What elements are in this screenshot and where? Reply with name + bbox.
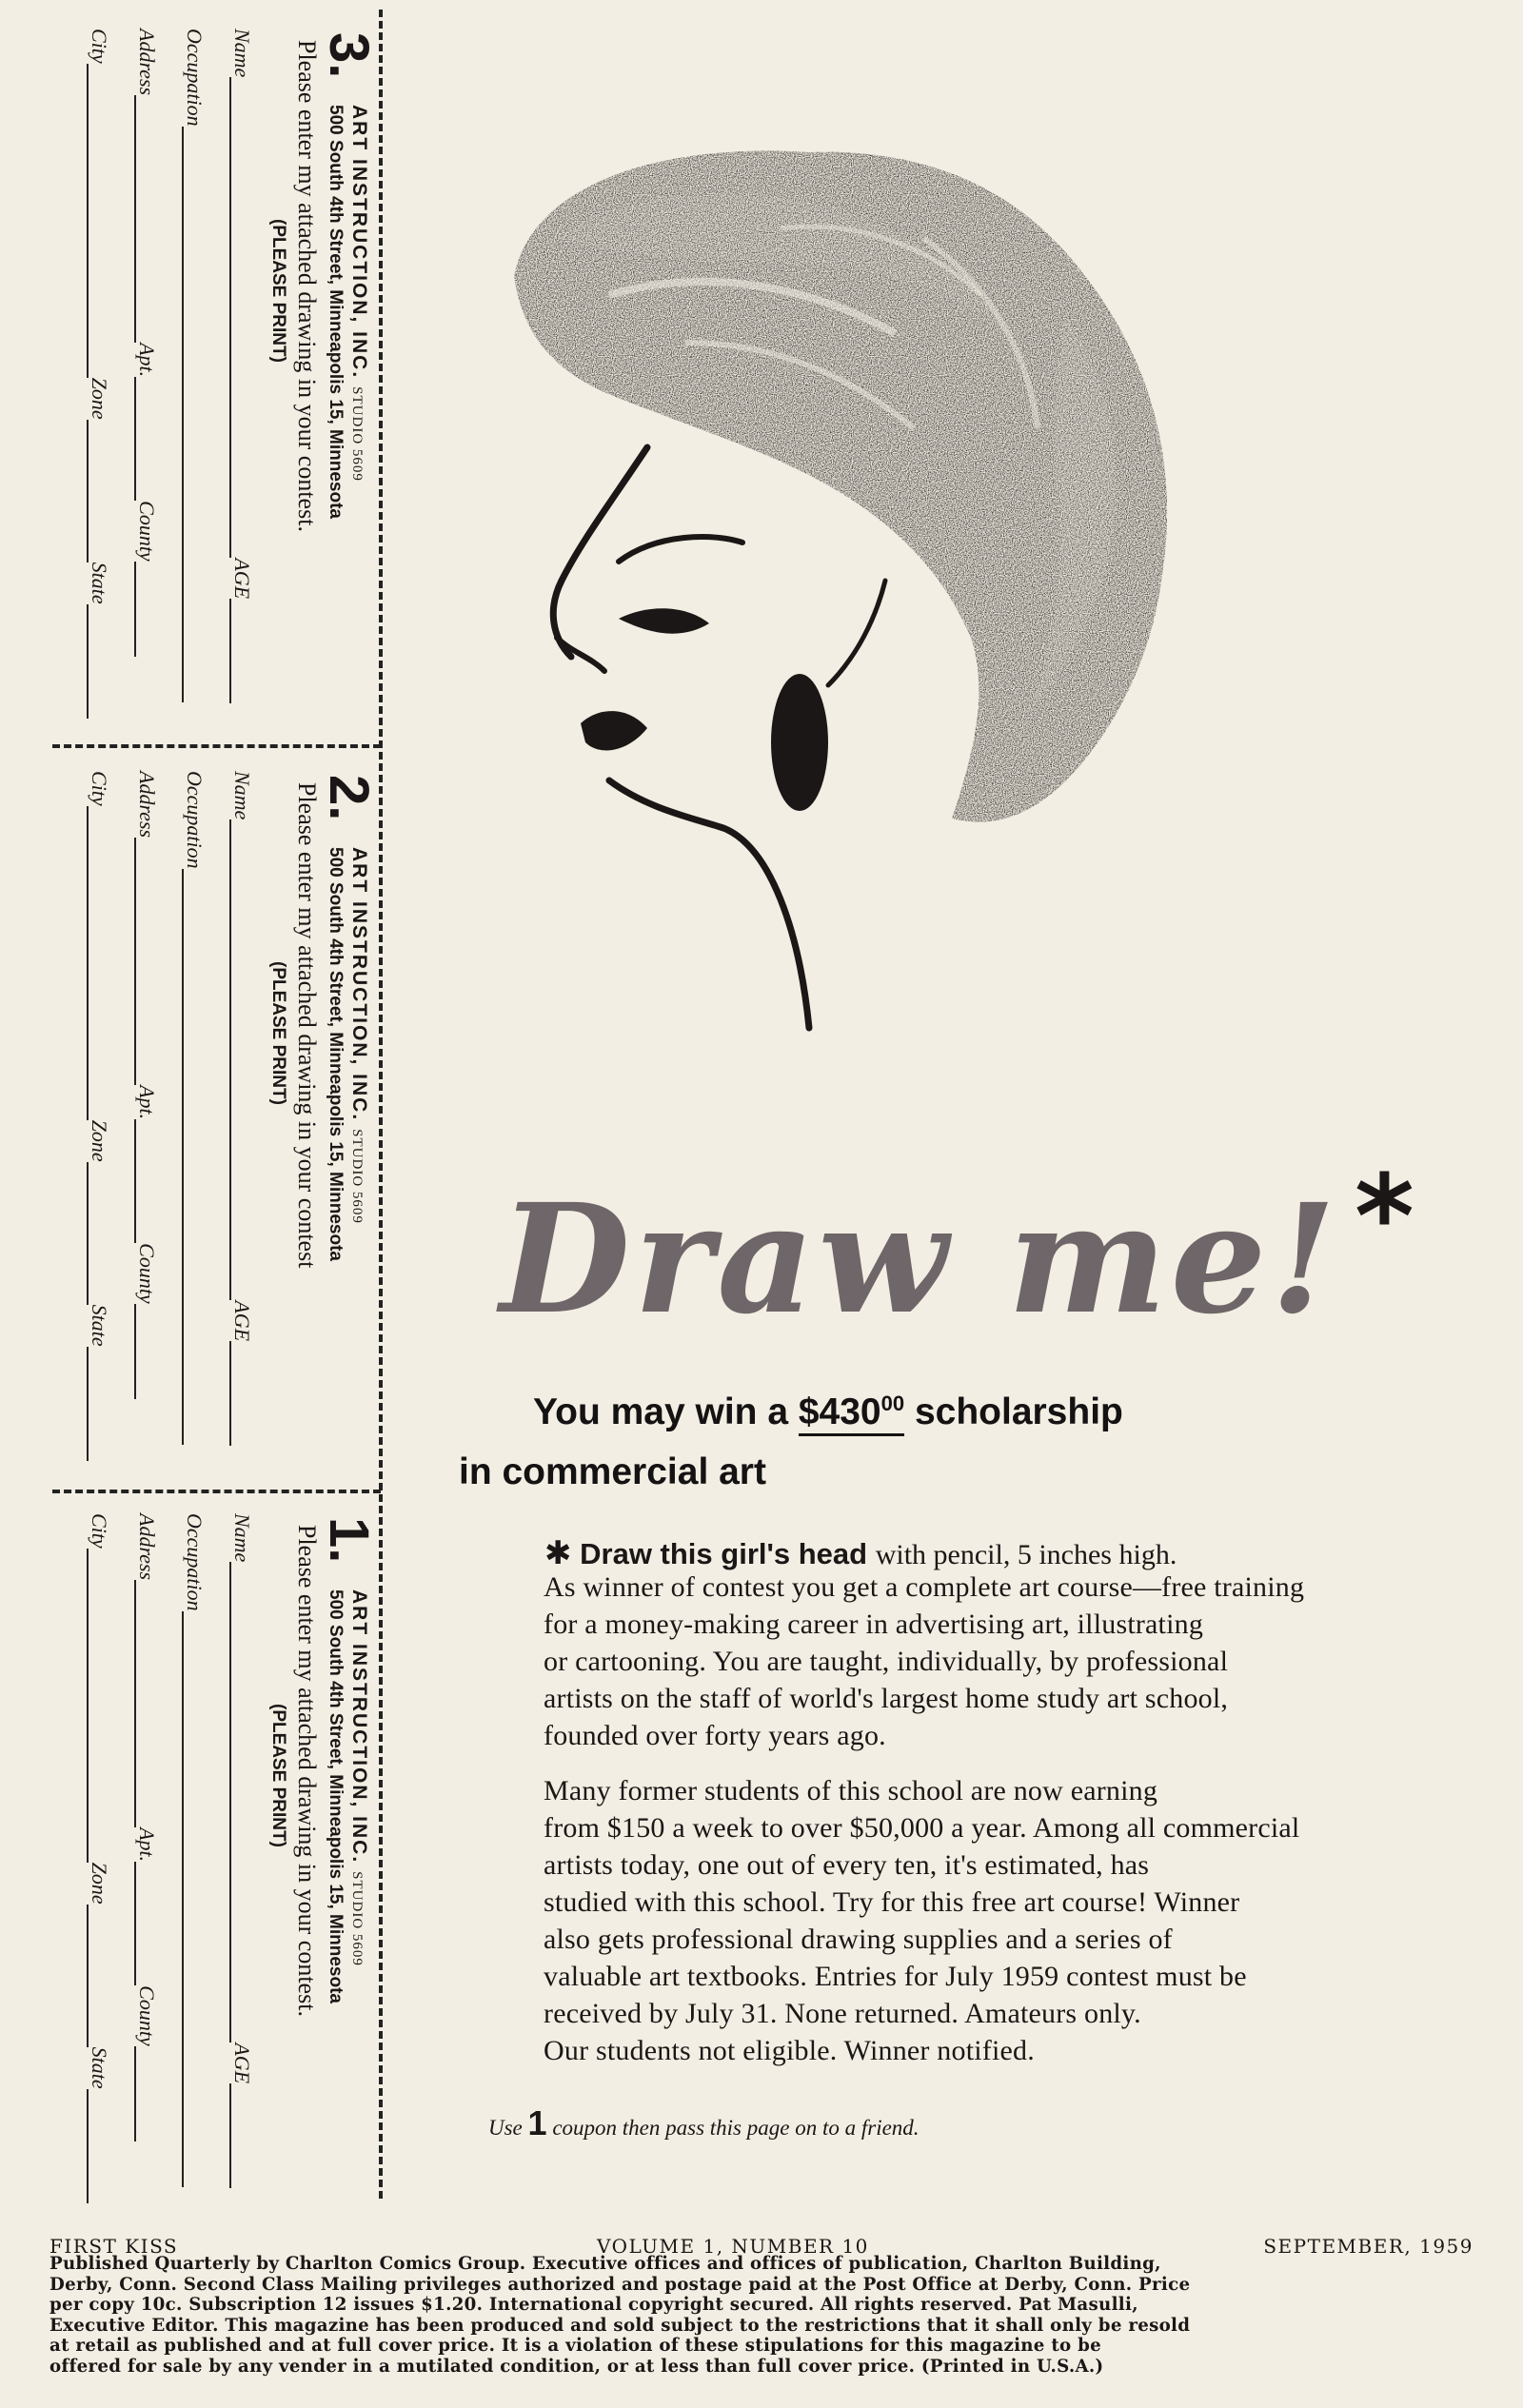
- lead-rest: with pencil, 5 inches high.: [875, 1539, 1177, 1570]
- apt-field[interactable]: [134, 1862, 153, 1985]
- occupation-field-row[interactable]: [182, 29, 207, 702]
- city-field[interactable]: [87, 1549, 106, 1863]
- company-name: ART INSTRUCTION, INC.: [348, 1589, 370, 1865]
- address-field-row[interactable]: [134, 1513, 159, 2142]
- lead-sentence: [544, 1534, 1177, 1572]
- state-field[interactable]: [87, 604, 106, 719]
- occupation-label: Occupation: [183, 771, 207, 869]
- state-label: State: [88, 1304, 111, 1347]
- zone-label: Zone: [88, 1119, 111, 1162]
- zone-field[interactable]: [87, 420, 106, 563]
- subhead-suffix: scholarship: [914, 1392, 1123, 1432]
- city-label: City: [88, 1513, 111, 1549]
- coupon-number: 3.: [318, 32, 380, 79]
- occupation-field[interactable]: [182, 869, 201, 1445]
- entry-instruction: Please enter my attached drawing in your contest.: [293, 1525, 321, 2017]
- state-field[interactable]: [87, 2089, 106, 2203]
- coupon-content: [52, 1513, 380, 2218]
- coupon-1[interactable]: [52, 1513, 380, 2218]
- city-label: City: [88, 29, 111, 64]
- body-text-line: artists today, one out of every ten, it's estimated, has: [544, 1849, 1150, 1881]
- coupon-number: 2.: [318, 775, 380, 821]
- address-field[interactable]: [134, 1580, 153, 1827]
- occupation-field[interactable]: [182, 127, 201, 702]
- footer-text-line: at retail as published and at full cover price. It is a violation of these stipulations for this magazine to be: [49, 2336, 1101, 2356]
- volume-number: VOLUME 1, NUMBER 10: [597, 2235, 869, 2258]
- body-text-line: Many former students of this school are now earning: [544, 1775, 1158, 1806]
- address-field-row[interactable]: [134, 29, 159, 657]
- coupon-number: 1.: [318, 1517, 380, 1564]
- state-label: State: [88, 562, 111, 604]
- coupon-company-line: [347, 1589, 370, 1966]
- apt-field[interactable]: [134, 377, 153, 501]
- footer-text-line: offered for sale by any vender in a mutilated condition, or at less than full cover price. (Printed in U.S.A.): [49, 2356, 1104, 2377]
- age-field[interactable]: [229, 599, 248, 703]
- address-label: Address: [135, 29, 159, 96]
- girl-head-illustration: [495, 124, 1447, 1171]
- coupon-content: [52, 771, 380, 1475]
- name-field[interactable]: [229, 819, 248, 1300]
- name-field-row[interactable]: [229, 29, 254, 703]
- address-label: Address: [135, 1513, 159, 1581]
- footer-text-line: per copy 10c. Subscription 12 issues $1.20. International copyright secured. All rights reserved. Pat Masulli,: [49, 2295, 1138, 2315]
- address-label: Address: [135, 771, 159, 839]
- state-field[interactable]: [87, 1347, 106, 1461]
- cut-line-horizontal: [52, 1490, 381, 1493]
- body-text-line: As winner of contest you get a complete art course—free training: [544, 1571, 1305, 1603]
- entry-instruction: Please enter my attached drawing in your contest.: [293, 40, 321, 532]
- company-name: ART INSTRUCTION, INC.: [348, 105, 370, 380]
- occupation-label: Occupation: [183, 29, 207, 127]
- lead-bold: Draw this girl's head: [580, 1537, 868, 1570]
- studio-number: STUDIO 5609: [349, 1871, 365, 1966]
- print-note: (PLEASE PRINT): [268, 1704, 288, 1847]
- print-note: (PLEASE PRINT): [268, 219, 288, 363]
- name-field[interactable]: [229, 77, 248, 558]
- coupon-header: [318, 775, 380, 821]
- cut-line-vertical: [379, 10, 383, 2199]
- subhead-prefix: You may win a: [533, 1392, 789, 1432]
- age-label: AGE: [230, 2043, 254, 2084]
- coupon-header: [318, 32, 380, 79]
- apt-label: Apt.: [135, 1827, 159, 1863]
- footer-text-line: Executive Editor. This magazine has been produced and sold subject to the restrictions that it shall only be resold: [49, 2315, 1191, 2336]
- body-text-line: founded over forty years ago.: [544, 1720, 886, 1751]
- zone-field[interactable]: [87, 1162, 106, 1305]
- magazine-title: FIRST KISS: [49, 2235, 179, 2258]
- headline: Draw me!: [500, 1172, 1340, 1348]
- county-field[interactable]: [134, 1304, 153, 1399]
- apt-label: Apt.: [135, 1085, 159, 1120]
- city-field[interactable]: [87, 64, 106, 378]
- county-field[interactable]: [134, 562, 153, 657]
- county-label: County: [135, 501, 159, 562]
- body-text-line: valuable art textbooks. Entries for July 1959 contest must be: [544, 1961, 1247, 1992]
- name-field-row[interactable]: [229, 771, 254, 1446]
- prize-amount: [799, 1392, 904, 1436]
- city-field-row[interactable]: [87, 1513, 111, 2203]
- use-coupon-note: [488, 2103, 920, 2143]
- body-text-line: studied with this school. Try for this free art course! Winner: [544, 1886, 1240, 1918]
- body-text-line: artists on the staff of world's largest home study art school,: [544, 1683, 1229, 1714]
- zone-field[interactable]: [87, 1905, 106, 2047]
- studio-number: STUDIO 5609: [349, 386, 365, 482]
- city-label: City: [88, 771, 111, 806]
- city-field-row[interactable]: [87, 771, 111, 1461]
- coupon-3[interactable]: [52, 29, 380, 733]
- name-label: Name: [230, 29, 254, 78]
- issue-date: SEPTEMBER, 1959: [1263, 2235, 1474, 2258]
- entry-instruction: Please enter my attached drawing in your contest: [293, 782, 321, 1269]
- apt-field[interactable]: [134, 1119, 153, 1243]
- address-field[interactable]: [134, 95, 153, 343]
- body-text-line: Our students not eligible. Winner notified.: [544, 2035, 1035, 2066]
- name-field-row[interactable]: [229, 1513, 254, 2188]
- city-field-row[interactable]: [87, 29, 111, 719]
- company-name: ART INSTRUCTION, INC.: [348, 847, 370, 1122]
- address-field[interactable]: [134, 838, 153, 1085]
- coupon-content: [52, 29, 380, 733]
- age-label: AGE: [230, 558, 254, 600]
- county-field[interactable]: [134, 2046, 153, 2142]
- headline-asterisk-icon: *: [1355, 1152, 1414, 1284]
- footer-masthead: [49, 2235, 1474, 2256]
- coupon-company-line: [347, 105, 370, 482]
- occupation-field[interactable]: [182, 1611, 201, 2187]
- occupation-field-row[interactable]: [182, 1513, 207, 2187]
- use-coupon-suffix: coupon then pass this page on to a friend.: [552, 2116, 920, 2140]
- age-field[interactable]: [229, 2083, 248, 2188]
- county-label: County: [135, 1985, 159, 2046]
- body-text-line: also gets professional drawing supplies and a series of: [544, 1924, 1173, 1955]
- coupon-company-line: [347, 847, 370, 1224]
- apt-label: Apt.: [135, 343, 159, 378]
- occupation-label: Occupation: [183, 1513, 207, 1611]
- company-address: 500 South 4th Street, Minneapolis 15, Minnesota: [326, 105, 346, 519]
- use-coupon-number: 1: [527, 2103, 547, 2142]
- subhead-line-2: in commercial art: [459, 1451, 766, 1492]
- zone-label: Zone: [88, 377, 111, 420]
- age-field[interactable]: [229, 1341, 248, 1446]
- age-label: AGE: [230, 1300, 254, 1342]
- city-field[interactable]: [87, 806, 106, 1120]
- use-coupon-prefix: Use: [488, 2116, 523, 2140]
- state-label: State: [88, 2046, 111, 2089]
- print-note: (PLEASE PRINT): [268, 961, 288, 1105]
- body-text-line: from $150 a week to over $50,000 a year. Among all commercial: [544, 1812, 1300, 1844]
- prize-dollars: $430: [798, 1392, 881, 1432]
- coupon-header: [318, 1517, 380, 1564]
- company-address: 500 South 4th Street, Minneapolis 15, Minnesota: [326, 847, 346, 1261]
- name-field[interactable]: [229, 1562, 248, 2043]
- company-address: 500 South 4th Street, Minneapolis 15, Minnesota: [326, 1589, 346, 2003]
- name-label: Name: [230, 771, 254, 820]
- studio-number: STUDIO 5609: [349, 1129, 365, 1224]
- address-field-row[interactable]: [134, 771, 159, 1399]
- footer-text-line: Published Quarterly by Charlton Comics Group. Executive offices and offices of publication, Charlton Building,: [49, 2254, 1161, 2274]
- county-label: County: [135, 1243, 159, 1304]
- asterisk-icon: ✱: [544, 1534, 572, 1572]
- occupation-field-row[interactable]: [182, 771, 207, 1445]
- subhead-line-1: [533, 1392, 1123, 1436]
- prize-cents: 00: [880, 1392, 905, 1415]
- coupon-column: [0, 0, 390, 2218]
- zone-label: Zone: [88, 1862, 111, 1905]
- coupon-2[interactable]: [52, 771, 380, 1475]
- body-text-line: or cartooning. You are taught, individually, by professional: [544, 1646, 1229, 1677]
- body-text-line: received by July 31. None returned. Amateurs only.: [544, 1998, 1141, 2029]
- body-text-line: for a money-making career in advertising art, illustrating: [544, 1609, 1204, 1640]
- footer-text-line: Derby, Conn. Second Class Mailing privileges authorized and postage paid at the Post Office at Derby, Conn. Price: [49, 2274, 1191, 2295]
- cut-line-horizontal: [52, 744, 381, 748]
- name-label: Name: [230, 1513, 254, 1563]
